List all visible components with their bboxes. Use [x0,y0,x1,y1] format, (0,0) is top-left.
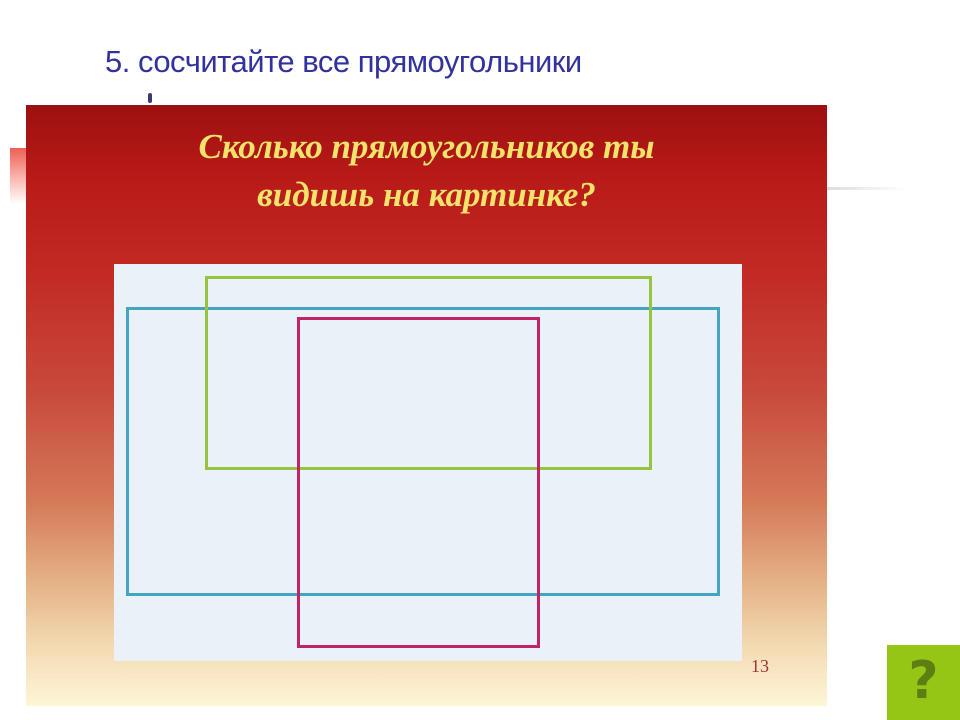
divider-line [827,187,909,190]
question-text [26,123,827,219]
page-number: 13 [751,656,769,676]
question-line-1: Сколько прямоугольников ты [198,127,655,166]
rectangles-figure [114,264,742,661]
question-mark-icon: ? [908,650,939,711]
title-stray-period [148,93,152,103]
help-button[interactable] [887,645,960,720]
question-card [26,105,827,706]
question-line-2: видишь на картинке? [257,175,596,214]
slide-title: 5. сосчитайте все прямоугольники [105,44,582,79]
pink-rectangle [297,317,540,648]
left-accent-bar [10,148,27,204]
